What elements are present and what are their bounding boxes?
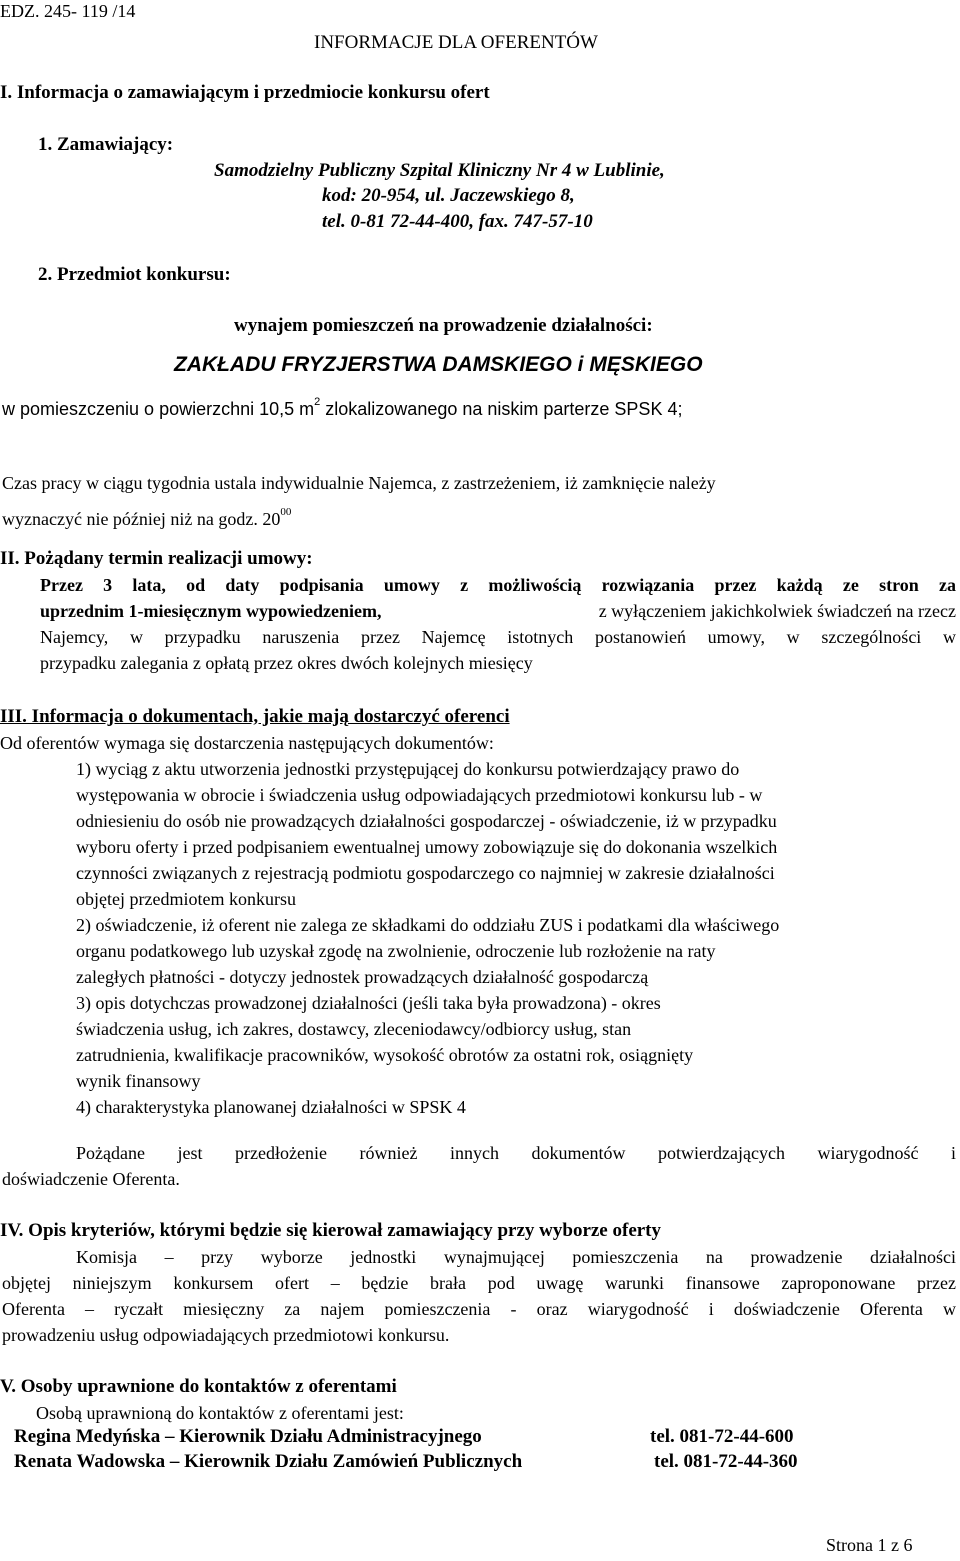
additional-documents-line-1: Pożądane jest przedłożenie również innych dokumentów potwierdzających wiarygodność i xyxy=(76,1143,956,1163)
term-line-1: Przez 3 lata, od daty podpisania umowy z możliwością rozwiązania przez każdą ze stron za xyxy=(40,575,956,595)
working-hours-text: wyznaczyć nie później niż na godz. 20 xyxy=(2,509,281,529)
criteria-line-4: prowadzeniu usług odpowiadających przedmiotowi konkursu. xyxy=(2,1325,450,1345)
document-line-8: organu podatkowego lub uzyskał zgodę na zwolnienie, odroczenie lub rozłożenie na raty xyxy=(76,941,716,961)
subject-title: ZAKŁADU FRYZJERSTWA DAMSKIEGO i MĘSKIEGO xyxy=(174,353,703,376)
document-line-9: zaległych płatności - dotyczy jednostek prowadzących działalność gospodarczą xyxy=(76,967,649,987)
contact-1-phone: tel. 081-72-44-600 xyxy=(650,1426,794,1447)
document-line-10: 3) opis dotychczas prowadzonej działalności (jeśli taka była prowadzona) - okres xyxy=(76,993,661,1013)
item-1-label: 1. Zamawiający: xyxy=(38,134,174,155)
document-title: INFORMACJE DLA OFERENTÓW xyxy=(314,32,598,53)
term-line-3: Najemcy, w przypadku naruszenia przez Najemcę istotnych postanowień umowy, w szczególności w xyxy=(40,627,956,647)
criteria-line-2: objętej niniejszym konkursem ofert – będzie brała pod uwagę warunki finansowe zaproponowane przez xyxy=(2,1273,956,1293)
contact-2-phone: tel. 081-72-44-360 xyxy=(654,1451,798,1472)
working-hours-line-1: Czas pracy w ciągu tygodnia ustala indywidualnie Najemca, z zastrzeżeniem, iż zamknięcie należy xyxy=(2,473,716,493)
working-hours-line-2 xyxy=(2,506,291,532)
document-line-14: 4) charakterystyka planowanej działalności w SPSK 4 xyxy=(76,1097,466,1117)
document-line-2: występowania w obrocie i świadczenia usług odpowiadających przedmiotowi konkursu lub - w xyxy=(76,785,763,805)
document-line-7: 2) oświadczenie, iż oferent nie zalega ze składkami do oddziału ZUS i podatkami dla właściwego xyxy=(76,915,780,935)
room-location-text: zlokalizowanego na niskim parterze SPSK 4; xyxy=(320,399,683,419)
document-line-13: wynik finansowy xyxy=(76,1071,201,1091)
section-3-heading: III. Informacja o dokumentach, jakie mają dostarczyć oferenci xyxy=(0,706,510,727)
section-4-heading: IV. Opis kryteriów, którymi będzie się kierował zamawiający przy wyborze oferty xyxy=(0,1220,662,1241)
contact-1-name: Regina Medyńska – Kierownik Działu Administracyjnego xyxy=(14,1426,482,1447)
criteria-line-3: Oferenta – ryczałt miesięczny za najem pomieszczenia - oraz wiarygodność i doświadczenie Oferenta w xyxy=(2,1299,956,1319)
criteria-line-1: Komisja – przy wyborze jednostki wynajmującej pomieszczenia na prowadzenie działalności xyxy=(76,1247,956,1267)
document-line-6: objętej przedmiotem konkursu xyxy=(76,889,296,909)
document-line-5: czynności związanych z rejestracją podmiotu gospodarczego co najmniej w zakresie działalności xyxy=(76,863,775,883)
contact-2-name: Renata Wadowska – Kierownik Działu Zamówień Publicznych xyxy=(14,1451,523,1472)
document-line-11: świadczenia usług, ich zakres, dostawcy, zleceniodawcy/odbiorcy usług, stan xyxy=(76,1019,632,1039)
contracting-party-address: kod: 20-954, ul. Jaczewskiego 8, xyxy=(322,185,575,206)
document-line-12: zatrudnienia, kwalifikacje pracowników, wysokość obrotów za ostatni rok, osiągnięty xyxy=(76,1045,694,1065)
contacts-intro: Osobą uprawnioną do kontaktów z oferentami jest: xyxy=(36,1403,404,1423)
room-description xyxy=(2,396,682,422)
term-notice-text: uprzednim 1-miesięcznym wypowiedzeniem, xyxy=(40,601,382,621)
document-line-3: odniesieniu do osób nie prowadzących działalności gospodarczej - oświadczenie, iż w przypadku xyxy=(76,811,777,831)
hour-superscript: 00 xyxy=(280,506,292,518)
room-description-text: w pomieszczeniu o powierzchni 10,5 m xyxy=(2,399,315,419)
section-2-heading: II. Pożądany termin realizacji umowy: xyxy=(0,548,313,569)
contracting-party-name: Samodzielny Publiczny Szpital Kliniczny Nr 4 w Lublinie, xyxy=(214,160,665,181)
area-unit-superscript: 2 xyxy=(314,396,321,408)
section-5-heading: V. Osoby uprawnione do kontaktów z oferentami xyxy=(0,1376,397,1397)
section-1-heading: I. Informacja o zamawiającym i przedmiocie konkursu ofert xyxy=(0,82,490,103)
item-2-label: 2. Przedmiot konkursu: xyxy=(38,264,231,285)
document-line-1: 1) wyciąg z aktu utworzenia jednostki przystępującej do konkursu potwierdzający prawo do xyxy=(76,759,740,779)
term-exclusion-text: z wyłączeniem jakichkolwiek świadczeń na rzecz xyxy=(598,601,956,621)
document-reference: EDZ. 245- 119 /14 xyxy=(0,1,136,21)
term-line-4: przypadku zalegania z opłatą przez okres dwóch kolejnych miesięcy xyxy=(40,653,533,673)
documents-intro: Od oferentów wymaga się dostarczenia następujących dokumentów: xyxy=(0,733,494,753)
contracting-party-phone: tel. 0-81 72-44-400, fax. 747-57-10 xyxy=(322,211,593,232)
subject-intro: wynajem pomieszczeń na prowadzenie działalności: xyxy=(234,315,653,336)
term-line-2 xyxy=(40,598,956,624)
additional-documents-line-2: doświadczenie Oferenta. xyxy=(2,1169,180,1189)
page-number: Strona 1 z 6 xyxy=(826,1535,913,1555)
document-line-4: wyboru oferty i przed podpisaniem ewentualnej umowy zobowiązuje się do dokonania wszelkich xyxy=(76,837,778,857)
